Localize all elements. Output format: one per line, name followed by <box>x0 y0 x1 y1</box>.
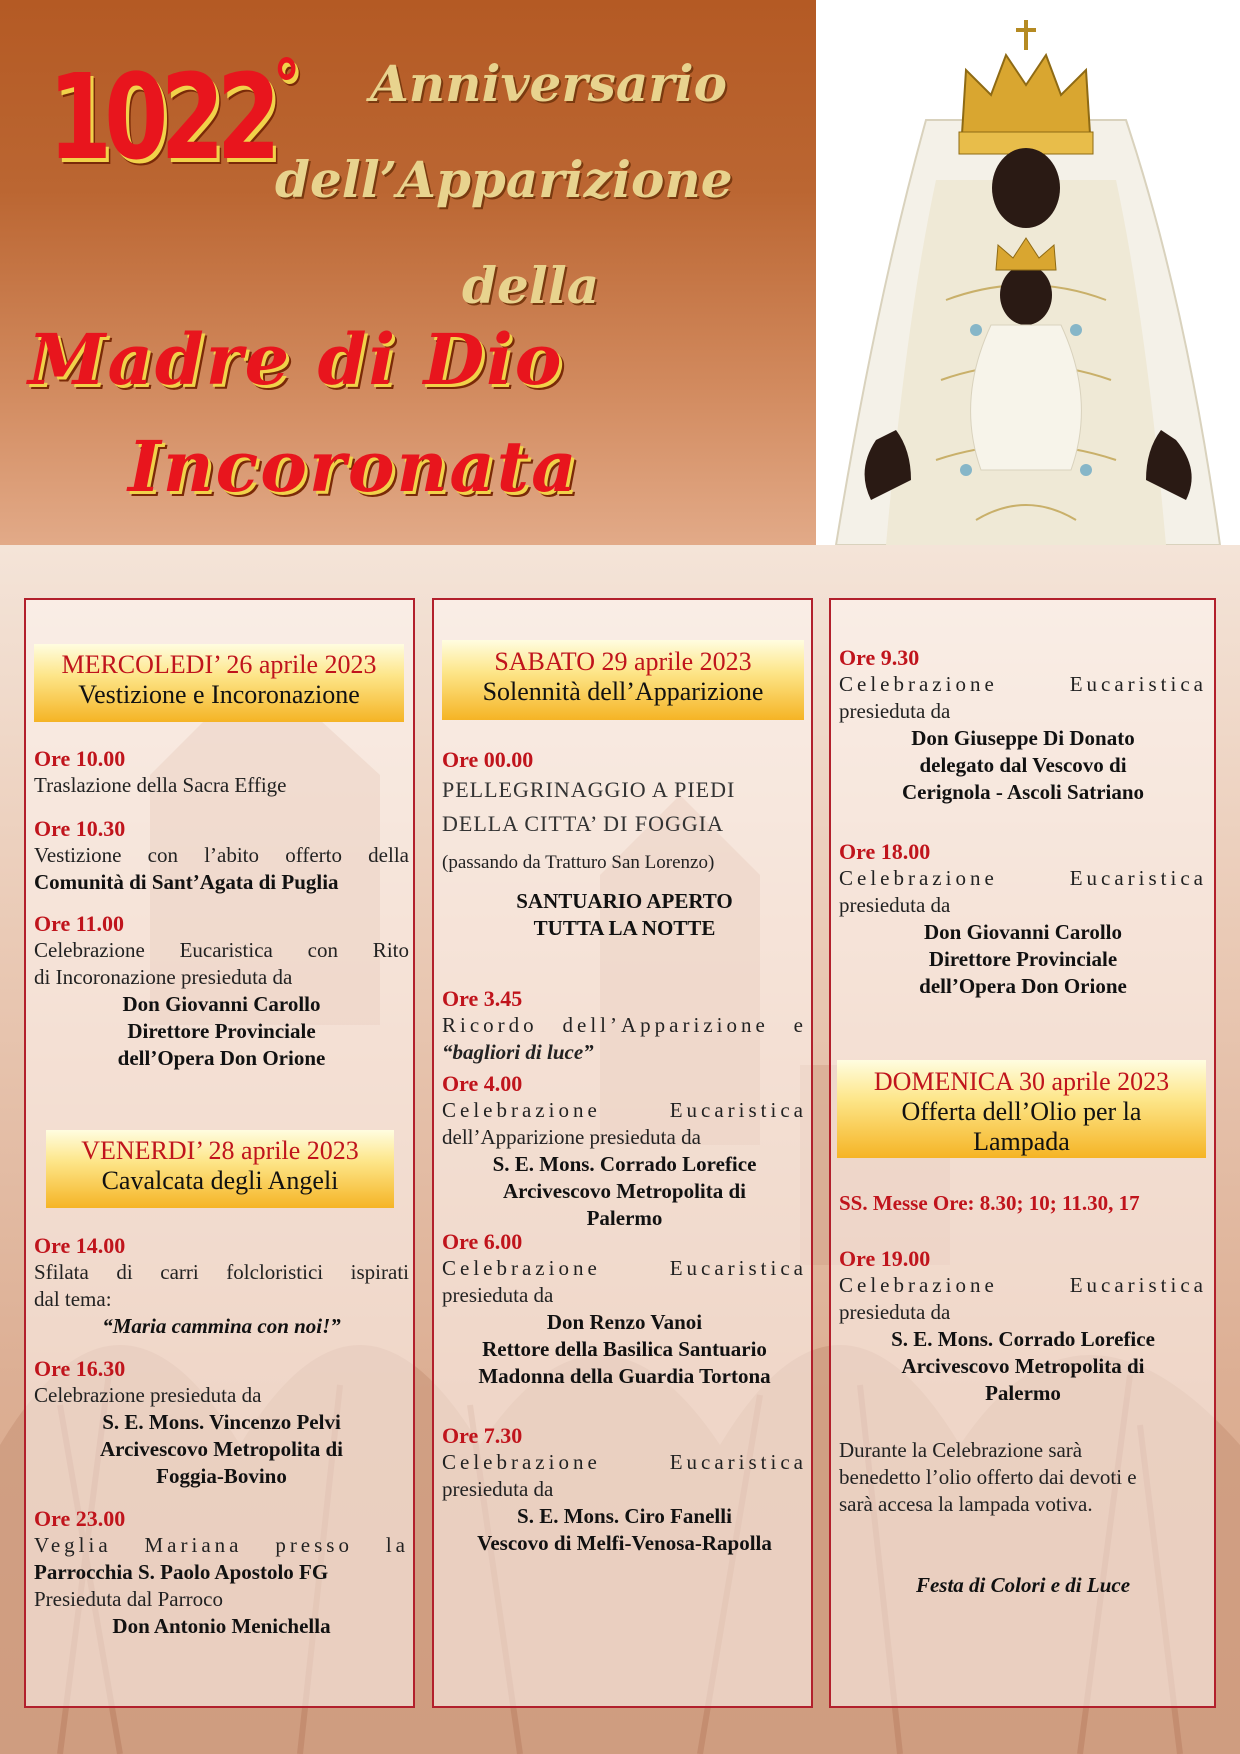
header-banner <box>0 0 816 545</box>
column-wednesday-friday <box>24 598 415 1708</box>
event-parish: Parrocchia S. Paolo Apostolo FG <box>34 1560 329 1584</box>
celebrant-org: dell’Opera Don Orione <box>117 1046 326 1070</box>
event-time: Ore 00.00 <box>442 747 534 772</box>
event-1030 <box>34 815 409 896</box>
event-text: Traslazione della Sacra Effige <box>34 773 287 797</box>
celebrant-org: Cerignola - Ascoli Satriano <box>901 780 1145 804</box>
event-time: Ore 9.30 <box>839 645 920 670</box>
column-saturday <box>432 598 813 1708</box>
band-sabato <box>442 640 804 720</box>
event-1100 <box>34 910 409 1072</box>
celebrant-role: Arcivescovo Metropolita di <box>502 1179 746 1203</box>
note-line: benedetto l’olio offerto dai devoti e <box>839 1465 1137 1489</box>
header-incoronata: Incoronata <box>128 425 579 508</box>
header-line-1: Anniversario <box>370 54 727 113</box>
event-text: Presieduta dal Parroco <box>34 1587 223 1611</box>
band-date: VENERDI’ 28 aprile 2023 <box>81 1136 359 1165</box>
celebrant-role: Direttore Provinciale <box>127 1019 316 1043</box>
band-domenica <box>837 1060 1206 1158</box>
celebrant-org: Palermo <box>985 1381 1061 1405</box>
event-text: Celebrazione Eucaristica <box>442 1450 807 1474</box>
event-text: Celebrazione Eucaristica <box>839 866 1207 890</box>
celebrant-name: S. E. Mons. Ciro Fanelli <box>517 1504 732 1528</box>
event-text: Celebrazione Eucaristica <box>839 1273 1207 1297</box>
event-text: Veglia Mariana presso la <box>34 1533 409 1557</box>
event-note: (passando da Tratturo San Lorenzo) <box>442 852 715 873</box>
celebrant-role: Arcivescovo Metropolita di <box>99 1437 343 1461</box>
event-text: presieduta da <box>839 699 951 723</box>
event-text: presieduta da <box>839 893 951 917</box>
band-title: Vestizione e Incoronazione <box>78 680 360 709</box>
event-time: Ore 3.45 <box>442 986 523 1011</box>
event-0730 <box>442 1422 807 1557</box>
event-time: Ore 7.30 <box>442 1423 523 1448</box>
event-quote: “bagliori di luce” <box>442 1040 594 1064</box>
event-time: Ore 19.00 <box>839 1246 931 1271</box>
celebrant-name: Don Giovanni Carollo <box>122 992 321 1016</box>
event-text: PELLEGRINAGGIO A PIEDI <box>442 777 736 802</box>
event-text: dal tema: <box>34 1287 112 1311</box>
event-0000 <box>442 746 807 942</box>
celebrant-role: Rettore della Basilica Santuario <box>482 1337 767 1361</box>
event-text: dell’Apparizione presieduta da <box>442 1125 701 1149</box>
event-time: Ore 16.30 <box>34 1356 126 1381</box>
band-venerdi <box>46 1130 394 1208</box>
band-date: DOMENICA 30 aprile 2023 <box>873 1067 1170 1096</box>
event-1900 <box>839 1245 1207 1407</box>
event-text: Ricordo dell’Apparizione e <box>442 1013 807 1037</box>
event-time: Ore 11.00 <box>34 911 125 936</box>
closing-note <box>839 1437 1207 1518</box>
band-mercoledi <box>34 644 404 722</box>
celebrant-org: Palermo <box>586 1206 663 1230</box>
event-1630 <box>34 1355 409 1490</box>
event-time: Ore 23.00 <box>34 1506 126 1531</box>
event-time: Ore 14.00 <box>34 1233 126 1258</box>
event-text: presieduta da <box>442 1477 554 1501</box>
band-title: Solennità dell’Apparizione <box>482 677 764 706</box>
event-text: Vestizione con l’abito offerto della <box>34 843 409 867</box>
event-bold: SANTUARIO APERTO <box>516 889 733 913</box>
event-time: Ore 10.30 <box>34 816 126 841</box>
anniversary-number: 1022° <box>48 44 301 186</box>
event-1000 <box>34 745 409 799</box>
celebrant-org: dell’Opera Don Orione <box>919 974 1127 998</box>
event-text: Celebrazione Eucaristica con Rito <box>34 938 409 962</box>
event-text: Sfilata di carri folcloristici ispirati <box>34 1260 409 1284</box>
event-text: presieduta da <box>442 1283 554 1307</box>
celebrant-org: Madonna della Guardia Tortona <box>478 1364 771 1388</box>
event-2300 <box>34 1505 409 1640</box>
event-text: Celebrazione presieduta da <box>34 1383 262 1407</box>
celebrant-name: Don Giuseppe Di Donato <box>911 726 1135 750</box>
band-date: MERCOLEDI’ 26 aprile 2023 <box>61 650 377 679</box>
event-1800 <box>839 838 1207 1000</box>
event-text: Celebrazione Eucaristica <box>839 672 1207 696</box>
madonna-statue-image <box>816 0 1240 545</box>
note-line: sarà accesa la lampada votiva. <box>839 1492 1093 1516</box>
event-text: DELLA CITTA’ DI FOGGIA <box>442 811 724 836</box>
band-title: Lampada <box>973 1127 1070 1156</box>
messe-schedule: SS. Messe Ore: 8.30; 10; 11.30, 17 <box>839 1191 1140 1215</box>
event-bold: TUTTA LA NOTTE <box>533 916 716 940</box>
celebrant-name: Don Giovanni Carollo <box>924 920 1122 944</box>
band-date: SABATO 29 aprile 2023 <box>494 647 752 676</box>
celebrant-name: S. E. Mons. Corrado Lorefice <box>492 1152 757 1176</box>
event-0930 <box>839 644 1207 806</box>
event-1400 <box>34 1232 409 1340</box>
celebrant-role: delegato dal Vescovo di <box>919 753 1127 777</box>
celebrant-name: Don Renzo Vanoi <box>546 1310 703 1334</box>
column-saturday-sunday <box>829 598 1216 1708</box>
event-text: Celebrazione Eucaristica <box>442 1256 807 1280</box>
event-time: Ore 10.00 <box>34 746 126 771</box>
celebrant-name: S. E. Mons. Vincenzo Pelvi <box>102 1410 341 1434</box>
header-line-2: dell’Apparizione <box>275 150 733 209</box>
header-madre-di-dio: Madre di Dio <box>28 318 564 401</box>
event-text: Celebrazione Eucaristica <box>442 1098 807 1122</box>
event-time: Ore 6.00 <box>442 1229 523 1254</box>
celebrant-name: Don Antonio Menichella <box>112 1614 331 1638</box>
event-0400 <box>442 1070 807 1232</box>
event-0600 <box>442 1228 807 1390</box>
event-text: di Incoronazione presieduta da <box>34 965 293 989</box>
event-theme: “Maria cammina con noi!” <box>102 1314 341 1338</box>
event-time: Ore 4.00 <box>442 1071 523 1096</box>
event-time: Ore 18.00 <box>839 839 931 864</box>
celebrant-name: S. E. Mons. Corrado Lorefice <box>891 1327 1155 1351</box>
celebrant-role: Arcivescovo Metropolita di <box>901 1354 1145 1378</box>
celebrant-role: Direttore Provinciale <box>928 947 1118 971</box>
celebrant-org: Foggia-Bovino <box>156 1464 287 1488</box>
band-title: Offerta dell’Olio per la <box>901 1097 1142 1126</box>
header-line-3: della <box>462 256 600 315</box>
event-0345 <box>442 985 807 1066</box>
note-line: Durante la Celebrazione sarà <box>839 1438 1083 1462</box>
festa-motto: Festa di Colori e di Luce <box>915 1573 1131 1597</box>
event-text: presieduta da <box>839 1300 951 1324</box>
celebrant-role: Vescovo di Melfi-Venosa-Rapolla <box>477 1531 772 1555</box>
event-community: Comunità di Sant’Agata di Puglia <box>34 870 339 894</box>
band-title: Cavalcata degli Angeli <box>101 1166 339 1195</box>
